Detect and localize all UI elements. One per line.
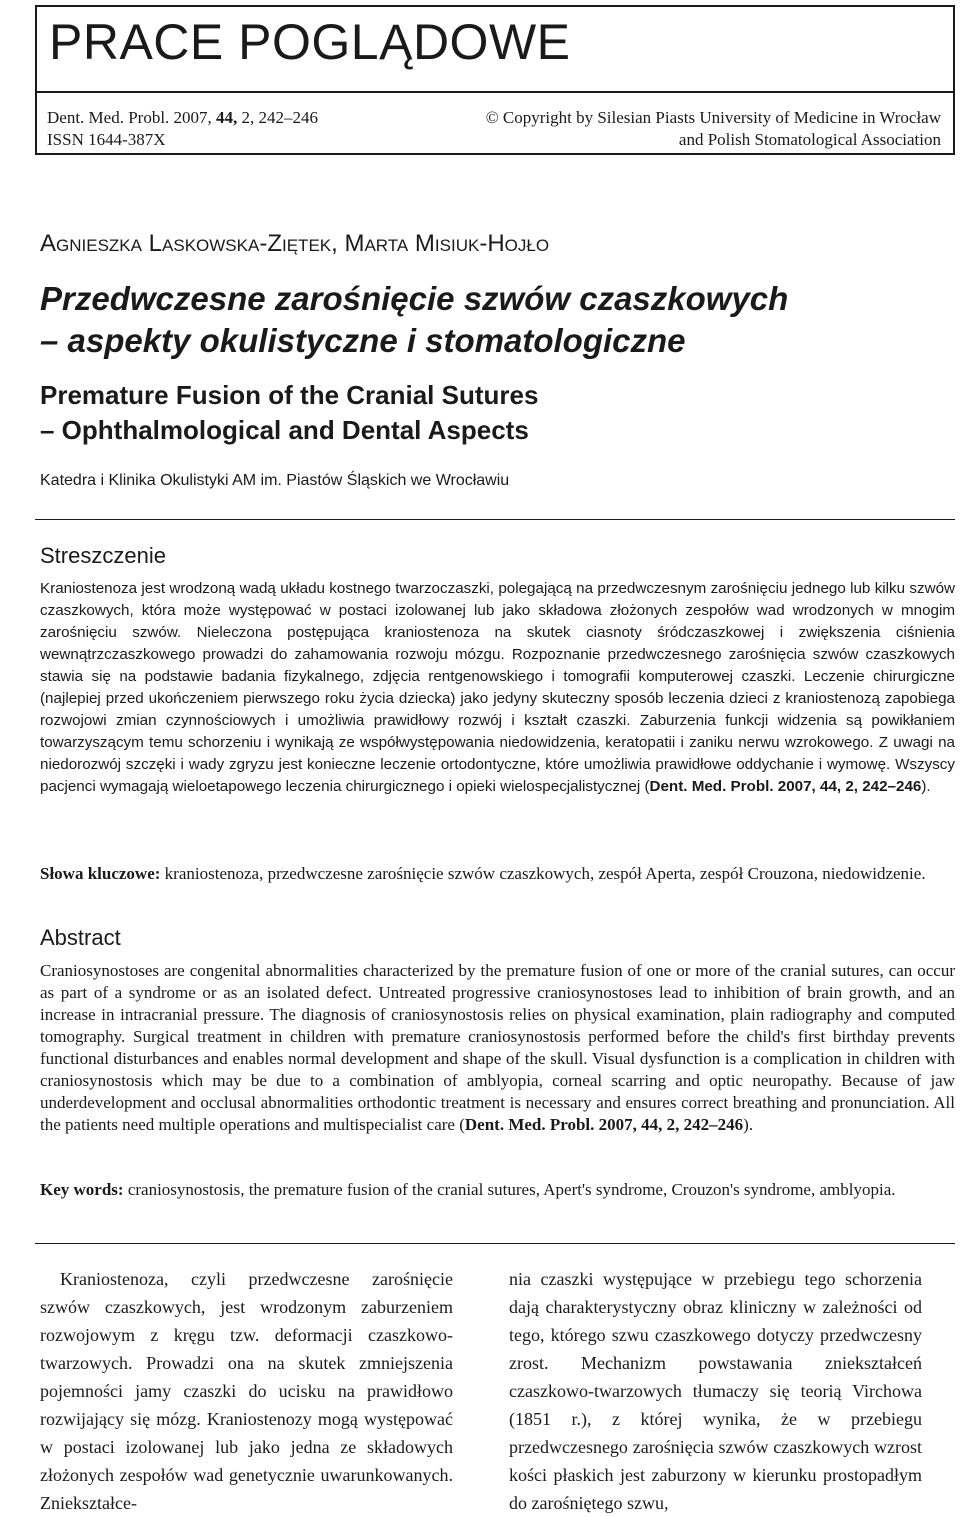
keywords-english-text: craniosynostosis, the premature fusion of the cranial sutures, Apert's syndrome, Crouzon's syndrome, amblyopia. xyxy=(123,1180,896,1199)
author-2-text: ISIUK xyxy=(434,236,480,255)
author-1-text: GNIESZKA xyxy=(56,236,142,255)
title-pl-line-2: – aspekty okulistyczne i stomatologiczne xyxy=(40,322,686,359)
title-pl-line-1: Przedwczesne zarośnięcie szwów czaszkowych xyxy=(40,280,789,317)
journal-citation xyxy=(47,107,318,151)
title-en-line-1: Premature Fusion of the Cranial Sutures xyxy=(40,380,539,410)
author-1-text: ASKOWSKA xyxy=(162,236,260,255)
article-title-english xyxy=(40,378,538,448)
section-rule-top xyxy=(35,519,955,520)
copyright-notice xyxy=(486,107,941,151)
author-2-text: ARTA xyxy=(364,236,409,255)
title-en-line-2: – Ophthalmological and Dental Aspects xyxy=(40,415,529,445)
streszczenie-end: ). xyxy=(921,778,931,795)
author-list: AGNIESZKA LASKOWSKA-ZIĘTEK, MARTA MISIUK-HOJŁO xyxy=(40,230,550,257)
keywords-polish xyxy=(40,863,955,885)
journal-issue-pages: 2, 242–246 xyxy=(241,108,319,127)
journal-header-box xyxy=(35,5,955,155)
copyright-line-2: and Polish Stomatological Association xyxy=(678,130,941,149)
abstract-heading: Abstract xyxy=(40,925,121,950)
journal-issn: ISSN 1644-387X xyxy=(47,130,166,149)
keywords-polish-text: kraniostenoza, przedwczesne zarośnięcie szwów czaszkowych, zespół Aperta, zespół Crouzona, niedowidzenie. xyxy=(160,864,926,883)
author-1-text: Z xyxy=(267,230,282,257)
author-2-text: H xyxy=(487,230,505,257)
keywords-polish-label: Słowa kluczowe: xyxy=(40,864,161,883)
author-2-text: M xyxy=(344,230,365,257)
body-column-left: Kraniostenoza, czyli przedwczesne zarośnięcie szwów czaszkowych, jest wrodzonym zaburzeniem rozwojowym z kręgu tzw. deformacji czaszkowo-twarzowych. Prowadzi ona na skutek zmniejszenia pojemności jamy czaszki do ucisku na prawidłowo rozwijający się mózg. Kraniostenozy mogą występować w postaci izolowanej lub jako jedna ze składowych złożonych zespołów wad genetycznie uwarunkowanych. Zniekształce- xyxy=(40,1269,453,1513)
streszczenie-citation: Dent. Med. Probl. 2007, 44, 2, 242–246 xyxy=(649,778,922,795)
section-title: PRACE POGLĄDOWE xyxy=(49,14,571,70)
journal-year: 2007, xyxy=(173,108,212,127)
abstract-end: ). xyxy=(743,1115,754,1134)
author-2-text: M xyxy=(414,230,435,257)
author-2-text: OJŁO xyxy=(504,236,550,255)
abstract-citation: Dent. Med. Probl. 2007, 44, 2, 242–246 xyxy=(464,1115,744,1134)
author-1-text: IĘTEK xyxy=(282,236,332,255)
copyright-line-1: © Copyright by Silesian Piasts University of Medicine in Wrocław xyxy=(485,108,941,127)
keywords-english xyxy=(40,1179,955,1201)
article-title-polish xyxy=(40,278,788,362)
header-divider xyxy=(37,91,953,93)
journal-name: Dent. Med. Probl. xyxy=(47,108,170,127)
body-column-right: nia czaszki występujące w przebiegu tego schorzenia dają charakterystyczny obraz kliniczny w zależności od tego, którego szwu czaszkowego dotyczy przedwczesny zrost. Mechanizm powstawania zniekształceń czaszkowo-twarzowych tłumaczy się teorią Virchowa (1851 r.), z której wynika, że w przebiegu przedwczesnego zarośnięcia szwów czaszkowych wzrost kości płaskich jest zaburzony w kierunku prostopadłym do zarośniętego szwu, xyxy=(509,1269,922,1513)
streszczenie-heading: Streszczenie xyxy=(40,543,166,568)
journal-volume: 44, xyxy=(216,108,238,127)
abstract-text xyxy=(40,960,955,1136)
author-1-text: L xyxy=(148,230,163,257)
streszczenie-text xyxy=(40,578,955,798)
keywords-english-label: Key words: xyxy=(40,1180,124,1199)
affiliation: Katedra i Klinika Okulistyki AM im. Piastów Śląskich we Wrocławiu xyxy=(40,472,510,489)
abstract-body: Craniosynostoses are congenital abnormalities characterized by the premature fusion of one or more of the cranial sutures, can occur as part of a syndrome or as an isolated defect. Untreated progressive craniosynostoses lead to inhibition of brain growth, and an increase in intracranial pressure. The diagnosis of craniosynostosis relies on physical examination, plain radiography and computed tomography. Surgical treatment in children with premature craniosynostosis performed before the child's first birthday prevents functional disturbances and enables normal development and shape of the skull. Visual dysfunction is a complication in children with craniosynostosis which may be due to a combination of amblyopia, corneal scarring and optic neuropathy. Because of jaw underdevelopment and occlusal abnormalities orthodontic treatment is necessary and ensures correct breathing and pronunciation. All the patients need multiple operations and multispecialist care ( xyxy=(40,961,955,1134)
section-rule-bottom xyxy=(35,1243,955,1244)
author-1-text: A xyxy=(40,230,57,257)
streszczenie-body: Kraniostenoza jest wrodzoną wadą układu kostnego twarzoczaszki, polegającą na przedwczesnym zarośnięciu jednego lub kilku szwów czaszkowych, która może występować w postaci izolowanej lub jako składowa złożonych zespołów wad wrodzonych w mnogim zarośnięciu szwów. Nieleczona postępująca kraniostenoza na skutek ciasnoty śródczaszkowej i zwiększenia ciśnienia wewnątrzczaszkowego prowadzi do zahamowania rozwoju mózgu. Rozpoznanie przedwczesnego zarośnięcia szwów czaszkowych stawia się na podstawie badania fizykalnego, zdjęcia rentgenowskiego i tomografii komputerowej czaszki. Leczenie chirurgiczne (najlepiej przed ukończeniem pierwszego roku życia dziecka) jako jedyny skuteczny sposób leczenia dzieci z kraniostenozą zapobiega rozwojowi zmian czynnościowych i umożliwia prawidłowy rozwój i kształt czaszki. Zaburzenia funkcji widzenia są powikłaniem towarzyszącym temu schorzeniu i wynikają ze współwystępowania niedowidzenia, keratopatii i zaniku nerwu wzrokowego. Z uwagi na niedorozwój szczęki i wady zgryzu jest konieczne leczenie ortodontyczne, które umożliwia prawidłowe oddychanie i wymowę. Wszyscy pacjenci wymagają wieloetapowego leczenia chirurgicznego i opieki wielospecjalistycznej ( xyxy=(40,580,955,795)
